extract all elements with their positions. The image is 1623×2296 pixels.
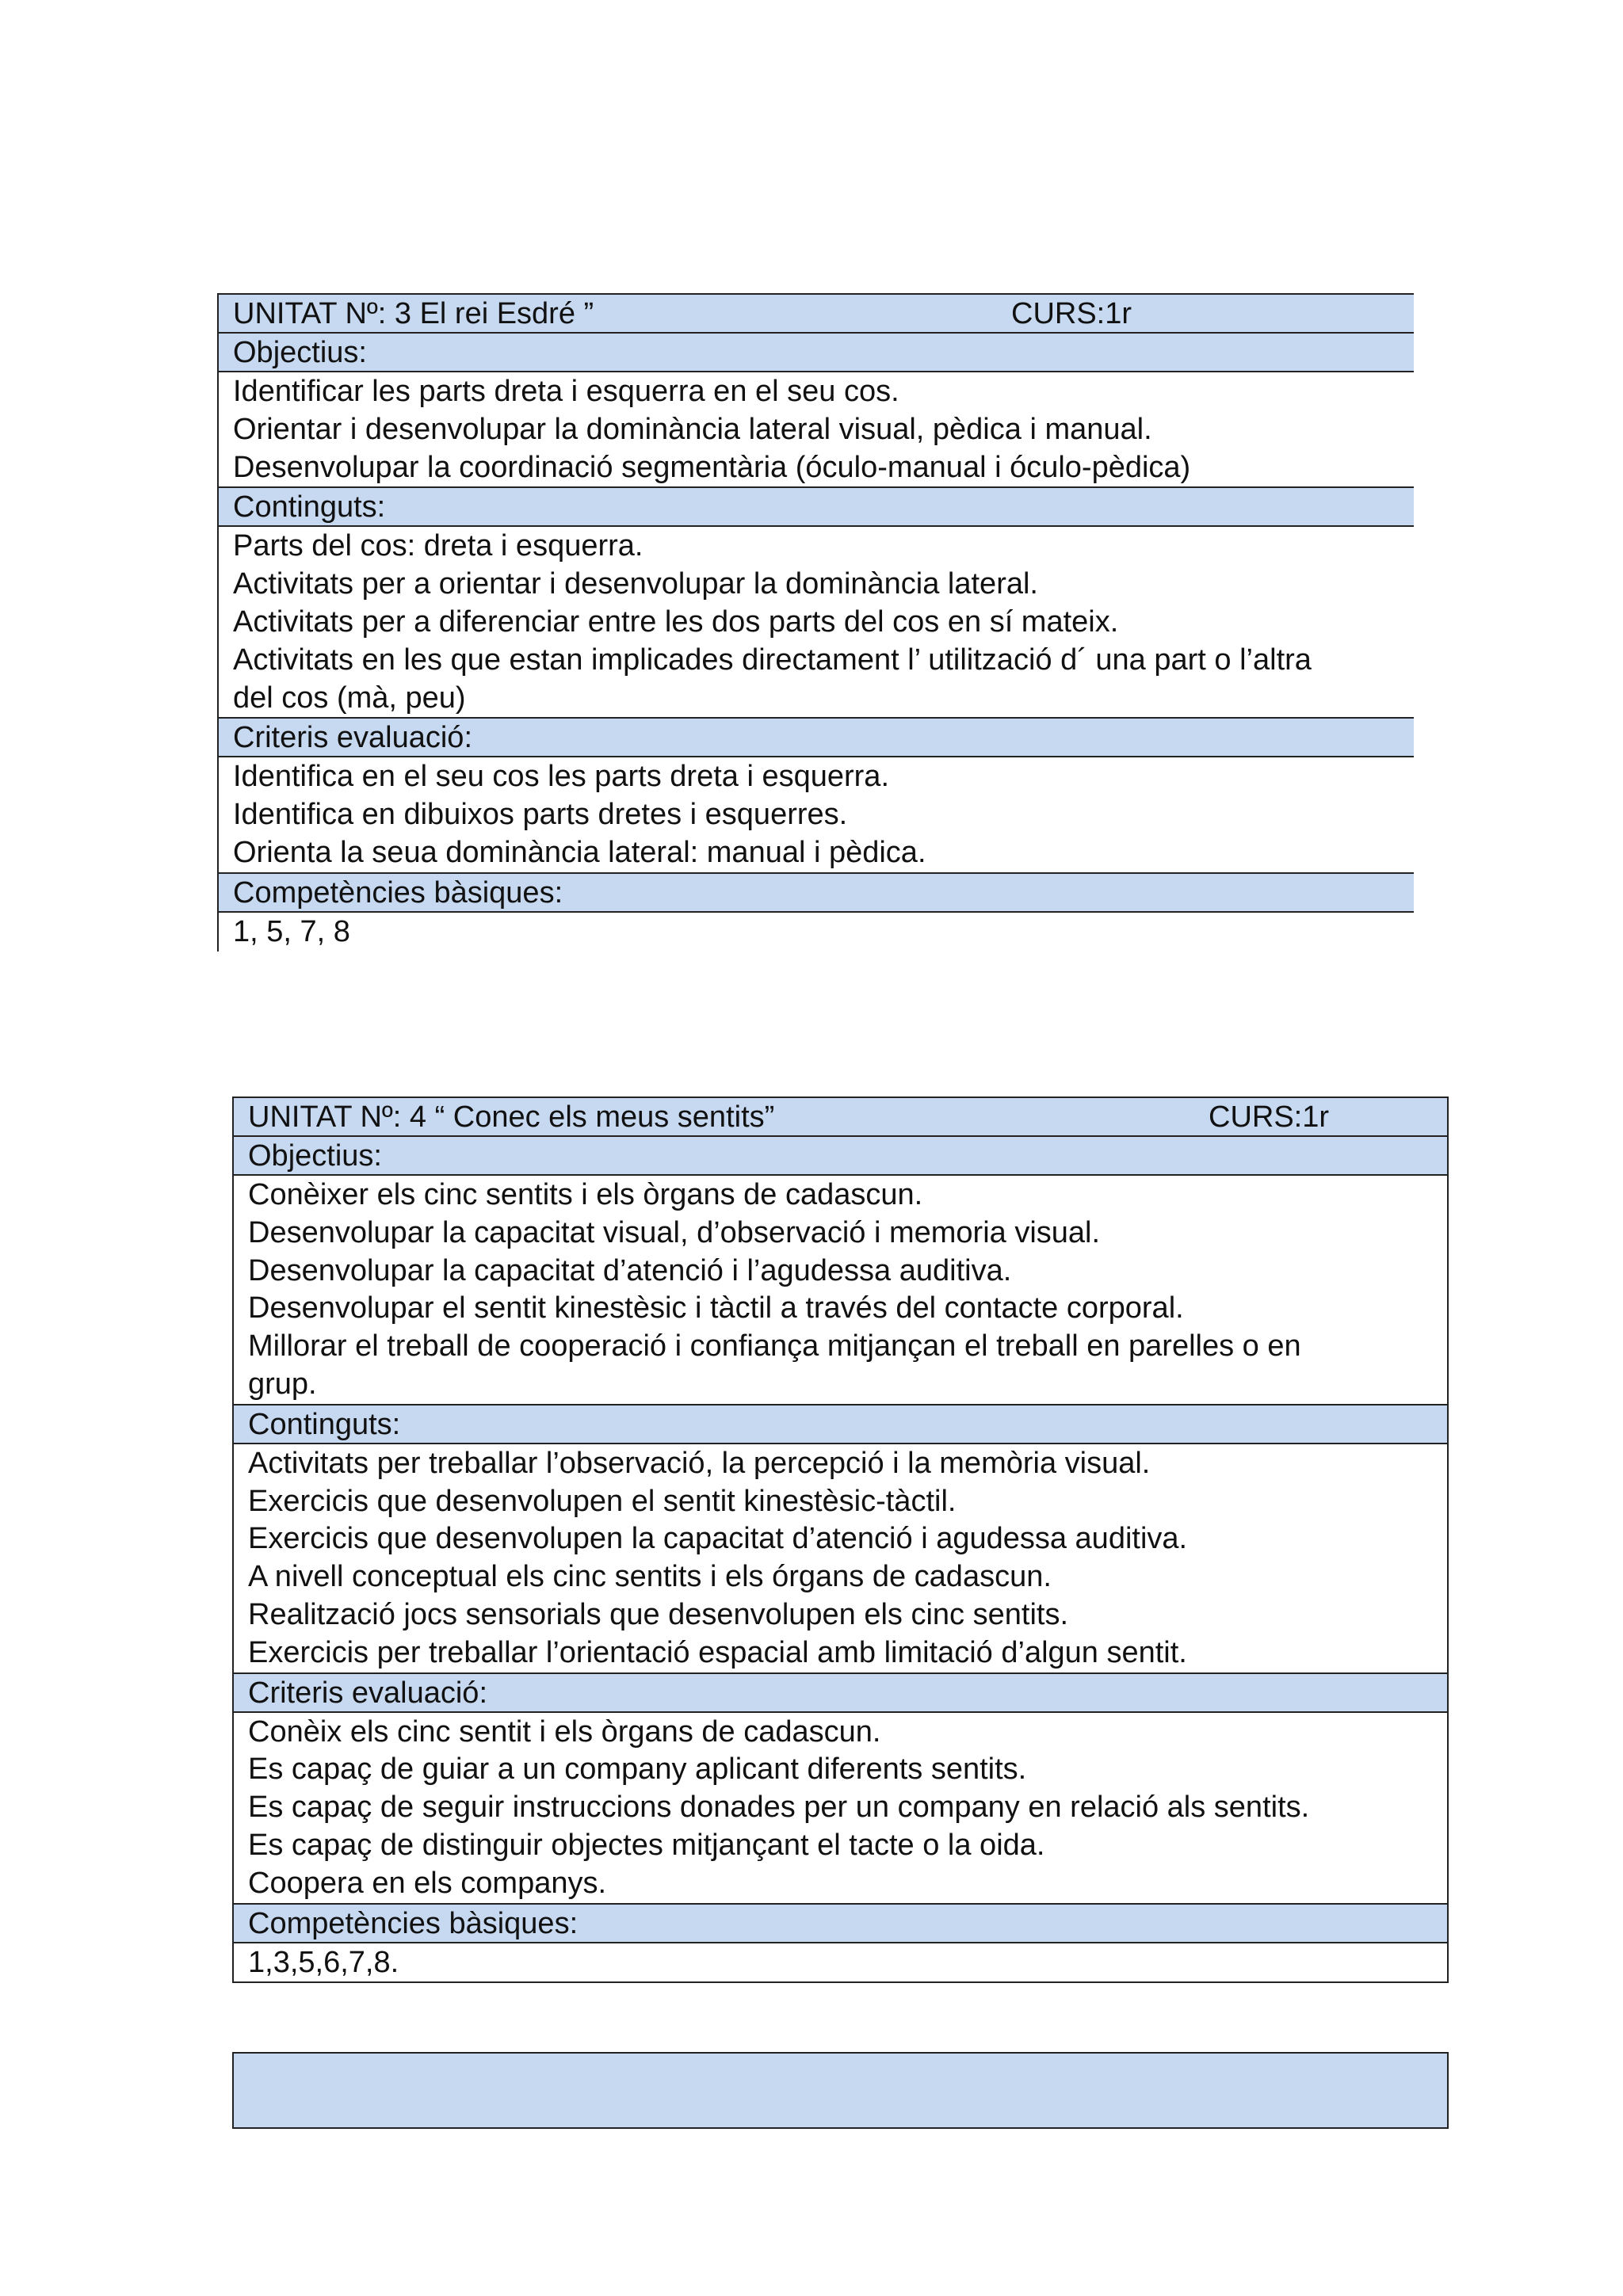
- objective-line: Conèixer els cinc sentits i els òrgans de cadascun.: [248, 1178, 923, 1211]
- content-line: Exercicis per treballar l’orientació espacial amb limitació d’algun sentit.: [248, 1635, 1187, 1669]
- unit-4-competences-header: [234, 1905, 1447, 1943]
- criteria-line: Orienta la seua dominància lateral: manual i pèdica.: [233, 835, 926, 869]
- content-line: Realització jocs sensorials que desenvolupen els cinc sentits.: [248, 1597, 1068, 1631]
- unit-4-objectives-body: [234, 1176, 1447, 1405]
- unit-4-criteria-body: [234, 1713, 1447, 1905]
- unit-3-objectives-header: [219, 334, 1414, 372]
- unit-3-course: CURS:1r: [1011, 297, 1132, 330]
- unit-3-contents-body: [219, 527, 1414, 719]
- empty-header-box: [232, 2052, 1449, 2129]
- competences-value: 1,3,5,6,7,8.: [248, 1945, 399, 1979]
- unit-4-objectives-header: [234, 1137, 1447, 1176]
- objective-line: Desenvolupar la coordinació segmentària (óculo-manual i óculo-pèdica): [233, 450, 1191, 484]
- content-line: A nivell conceptual els cinc sentits i els órgans de cadascun.: [248, 1560, 1052, 1594]
- unit-3-competences-body: [219, 913, 1414, 952]
- objective-line: Desenvolupar la capacitat visual, d’observació i memoria visual.: [248, 1215, 1101, 1249]
- objectives-label: Objectius:: [233, 336, 367, 369]
- competences-label: Competències bàsiques:: [233, 875, 563, 910]
- content-line: Parts del cos: dreta i esquerra.: [233, 529, 643, 563]
- objective-line: Identificar les parts dreta i esquerra en el seu cos.: [233, 375, 899, 408]
- competences-label: Competències bàsiques:: [248, 1906, 579, 1940]
- objective-line: Desenvolupar el sentit kinestèsic i tàctil a través del contacte corporal.: [248, 1291, 1184, 1325]
- criteria-label: Criteris evaluació:: [248, 1676, 487, 1710]
- unit-3-title: UNITAT Nº: 3 El rei Esdré ”: [233, 297, 594, 330]
- content-line: Exercicis que desenvolupen el sentit kinestèsic-tàctil.: [248, 1484, 957, 1518]
- content-line: Activitats per a diferenciar entre les dos parts del cos en sí mateix.: [233, 605, 1119, 639]
- criteria-line: Conèix els cinc sentit i els òrgans de cadascun.: [248, 1714, 881, 1749]
- criteria-line: Es capaç de guiar a un company aplicant diferents sentits.: [248, 1753, 1027, 1787]
- unit-3-competences-header: [219, 874, 1414, 913]
- objective-line: Desenvolupar la capacitat d’atenció i l’agudessa auditiva.: [248, 1253, 1012, 1287]
- content-line: Exercicis que desenvolupen la capacitat d’atenció i agudessa auditiva.: [248, 1522, 1188, 1556]
- content-line: Activitats per a orientar i desenvolupar la dominància lateral.: [233, 567, 1038, 601]
- unit-4-contents-body: [234, 1444, 1447, 1674]
- criteria-line: Identifica en dibuixos parts dretes i esquerres.: [233, 798, 848, 832]
- unit-4-competences-body: [234, 1943, 1447, 1982]
- content-line: del cos (mà, peu): [233, 681, 466, 715]
- unit-4-course: CURS:1r: [1209, 1100, 1330, 1134]
- unit-3-contents-header: [219, 488, 1414, 527]
- unit-4-table: [232, 1097, 1449, 1983]
- unit-3-criteria-header: [219, 719, 1414, 757]
- criteria-line: Es capaç de distinguir objectes mitjançant el tacte o la oida.: [248, 1828, 1045, 1862]
- content-line: Activitats per treballar l’observació, la percepció i la memòria visual.: [248, 1446, 1151, 1480]
- criteria-label: Criteris evaluació:: [233, 721, 472, 755]
- objective-line: Millorar el treball de cooperació i confiança mitjançan el treball en parelles o en: [248, 1329, 1301, 1363]
- unit-4-title-row: [234, 1098, 1447, 1137]
- contents-label: Continguts:: [233, 490, 386, 524]
- unit-3-objectives-body: [219, 372, 1414, 488]
- unit-4-title: UNITAT Nº: 4 “ Conec els meus sentits”: [248, 1100, 775, 1134]
- unit-4-criteria-header: [234, 1674, 1447, 1713]
- criteria-line: Identifica en el seu cos les parts dreta i esquerra.: [233, 760, 890, 794]
- contents-label: Continguts:: [248, 1407, 401, 1441]
- unit-3-criteria-body: [219, 757, 1414, 873]
- criteria-line: Coopera en els companys.: [248, 1866, 607, 1900]
- objectives-label: Objectius:: [248, 1139, 382, 1173]
- content-line: Activitats en les que estan implicades directament l’ utilització d´ una part o l’altra: [233, 643, 1312, 677]
- unit-4-contents-header: [234, 1405, 1447, 1444]
- criteria-line: Es capaç de seguir instruccions donades per un company en relació als sentits.: [248, 1791, 1310, 1825]
- objective-line: grup.: [248, 1367, 317, 1401]
- unit-3-table: [217, 293, 1414, 952]
- competences-value: 1, 5, 7, 8: [233, 914, 350, 948]
- objective-line: Orientar i desenvolupar la dominància lateral visual, pèdica i manual.: [233, 412, 1152, 446]
- unit-3-title-row: [219, 295, 1414, 334]
